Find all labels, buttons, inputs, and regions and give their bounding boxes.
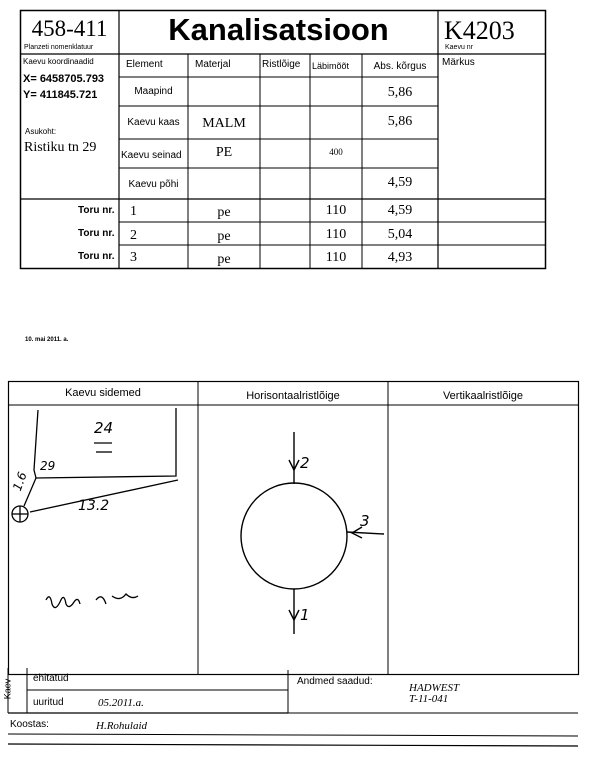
address-value: Ristiku tn 29: [24, 140, 97, 155]
section-links: Kaevu sidemed: [65, 387, 141, 399]
surveyed-value: 05.2011.a.: [98, 697, 144, 709]
author-label: Koostas:: [10, 719, 49, 730]
col-diameter: Läbimõõt: [312, 61, 350, 71]
pipe-height: 4,93: [387, 250, 413, 265]
pipe-label: Toru nr.: [78, 228, 115, 239]
address-label: Asukoht:: [25, 127, 57, 136]
well-label: Kaevu nr: [445, 44, 474, 51]
row-material: MALM: [202, 116, 246, 131]
pipe-marker: 1: [300, 606, 310, 624]
planzet-code: 458-411: [31, 16, 108, 41]
row-element: Kaevu kaas: [127, 117, 180, 128]
section-vertical: Vertikaalristlõige: [442, 390, 524, 402]
pipe-nr: 2: [130, 228, 137, 243]
pipe-material: pe: [217, 252, 231, 267]
surveyed-label: uuritud: [33, 697, 64, 708]
data-from-code: T-11-041: [409, 693, 449, 705]
col-height: Abs. kõrgus: [373, 61, 427, 72]
pipe-height: 4,59: [387, 203, 413, 218]
sketch-label: 13.2: [78, 498, 110, 514]
pipe-height: 5,04: [387, 227, 413, 242]
row-height: 5,86: [387, 114, 413, 129]
col-element: Element: [126, 59, 163, 70]
pipe-material: pe: [217, 205, 231, 220]
planzet-label: Planzeti nomenklatuur: [24, 44, 94, 51]
row-material: PE: [215, 145, 233, 160]
coord-x: X= 6458705.793: [23, 73, 105, 85]
sketch-label: 1.6: [10, 470, 30, 493]
col-remarks: Märkus: [442, 57, 475, 68]
row-height: 5,86: [387, 85, 413, 100]
built-label: ehitatud: [33, 673, 69, 684]
row-element: Kaevu põhi: [128, 179, 179, 190]
pipe-label: Toru nr.: [78, 251, 115, 262]
data-from-label: Andmed saadud:: [297, 676, 373, 687]
row-element: Maapind: [134, 86, 173, 97]
sketch-label: 29: [40, 459, 56, 473]
pipe-diameter: 110: [325, 227, 347, 242]
footer-side-label: Kaev: [2, 678, 13, 700]
author-value: H.Rohulaid: [96, 720, 148, 732]
sketch-label: 24: [94, 419, 114, 437]
pipe-material: pe: [217, 229, 231, 244]
pipe-nr: 3: [130, 250, 137, 265]
data-from-value: HADWEST: [409, 682, 460, 694]
col-material: Materjal: [195, 59, 231, 70]
well-id: K4203: [444, 16, 515, 45]
pipe-marker: 2: [300, 454, 310, 472]
manhole-section: [241, 432, 384, 634]
coord-y: Y= 411845.721: [23, 89, 98, 101]
row-element: Kaevu seinad: [121, 150, 182, 161]
pipe-marker: 3: [360, 512, 370, 530]
form-date: 10. mai 2011. a.: [25, 337, 69, 343]
page-title: Kanalisatsioon: [168, 12, 389, 47]
pipe-diameter: 110: [325, 203, 347, 218]
col-cross: Ristlõige: [262, 59, 301, 70]
row-height: 4,59: [387, 175, 413, 190]
street-label: [44, 604, 110, 620]
row-diameter: 400: [329, 147, 343, 157]
pipe-nr: 1: [130, 204, 137, 219]
pipe-diameter: 110: [325, 250, 347, 265]
coords-label: Kaevu koordinaadid: [23, 57, 94, 66]
pipe-label: Toru nr.: [78, 205, 115, 216]
manhole-circle: [241, 483, 347, 589]
section-horizontal: Horisontaalristlõige: [246, 390, 340, 402]
